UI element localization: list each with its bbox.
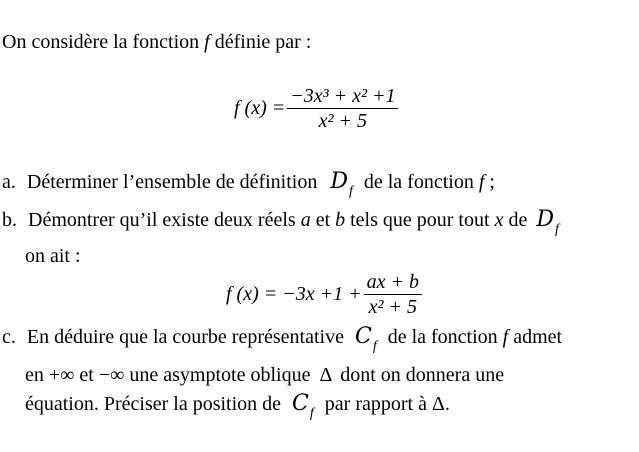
item-c-function-name: f: [502, 326, 509, 348]
item-b-text-before: Démontrer qu’il existe deux réels: [28, 209, 296, 231]
item-b-var-a: a: [300, 209, 311, 231]
item-c-curve-symbol-2: C: [292, 391, 309, 416]
item-c-line3-end: .: [444, 393, 450, 415]
item-c-marker: c.: [2, 326, 16, 348]
item-b-text-mid: tels que pour tout: [350, 209, 490, 231]
formula2-numerator: ax + b: [366, 271, 419, 293]
item-c-curve-subscript-2: f: [309, 406, 314, 421]
item-b-domain-subscript: f: [554, 222, 559, 237]
item-b-var-b: b: [335, 209, 346, 231]
intro-text-before: On considère la fonction: [2, 31, 205, 53]
item-c-text-after: de la fonction: [387, 326, 498, 348]
item-c-line3-before: équation. Préciser la position de: [25, 393, 282, 415]
formula-decomposition: [226, 270, 422, 319]
formula2-lhs: f (x) = −3x +1 +: [226, 283, 362, 305]
item-a-end: ;: [484, 171, 495, 193]
formula2-denominator: x² + 5: [368, 296, 417, 318]
item-b-line-1: [2, 208, 559, 235]
item-c-admet: admet: [513, 326, 563, 348]
item-c-delta-2: Δ: [431, 393, 445, 415]
item-c-line-3: [25, 392, 450, 419]
item-c-line3-after: par rapport à: [324, 393, 427, 415]
intro-function-name: f: [204, 31, 210, 53]
item-b-line-2: [25, 244, 81, 268]
item-b-and: et: [315, 209, 331, 231]
item-c-line-1: [2, 325, 562, 352]
item-c-delta: Δ: [319, 364, 332, 386]
formula1-denominator: x² + 5: [318, 110, 368, 132]
formula1-numerator: −3x³ + x² +1: [290, 85, 396, 107]
item-b-on-ait: on ait :: [25, 245, 81, 267]
item-c-line-2: [25, 363, 504, 387]
item-a-domain-subscript: f: [348, 184, 353, 199]
formula-definition: [234, 84, 398, 133]
item-b-var-x: x: [494, 209, 504, 231]
item-a-function-name: f: [478, 171, 485, 193]
item-c-curve-symbol: C: [354, 324, 372, 349]
intro-text-after: définie par :: [209, 31, 312, 53]
item-a-line: [2, 170, 495, 197]
formula2-fraction: [364, 270, 422, 319]
item-a-marker: a.: [2, 171, 16, 193]
item-a-text-after: de la fonction: [363, 171, 474, 193]
item-b-marker: b.: [2, 209, 17, 231]
item-a-domain-symbol: D: [330, 169, 348, 194]
item-b-domain-symbol: D: [536, 207, 554, 232]
item-c-line2-after: dont on donnera une: [340, 364, 505, 386]
item-c-line2-before: en +∞ et −∞ une asymptote oblique: [25, 364, 311, 386]
item-b-of: de: [508, 209, 528, 231]
intro-line: [2, 30, 311, 54]
formula1-fraction: [287, 84, 398, 133]
item-a-text-before: Déterminer l’ensemble de définition: [26, 171, 318, 193]
formula1-lhs: f (x) =: [234, 97, 286, 119]
item-c-curve-subscript: f: [372, 339, 377, 354]
item-c-text-before: En déduire que la courbe représentative: [26, 326, 344, 348]
